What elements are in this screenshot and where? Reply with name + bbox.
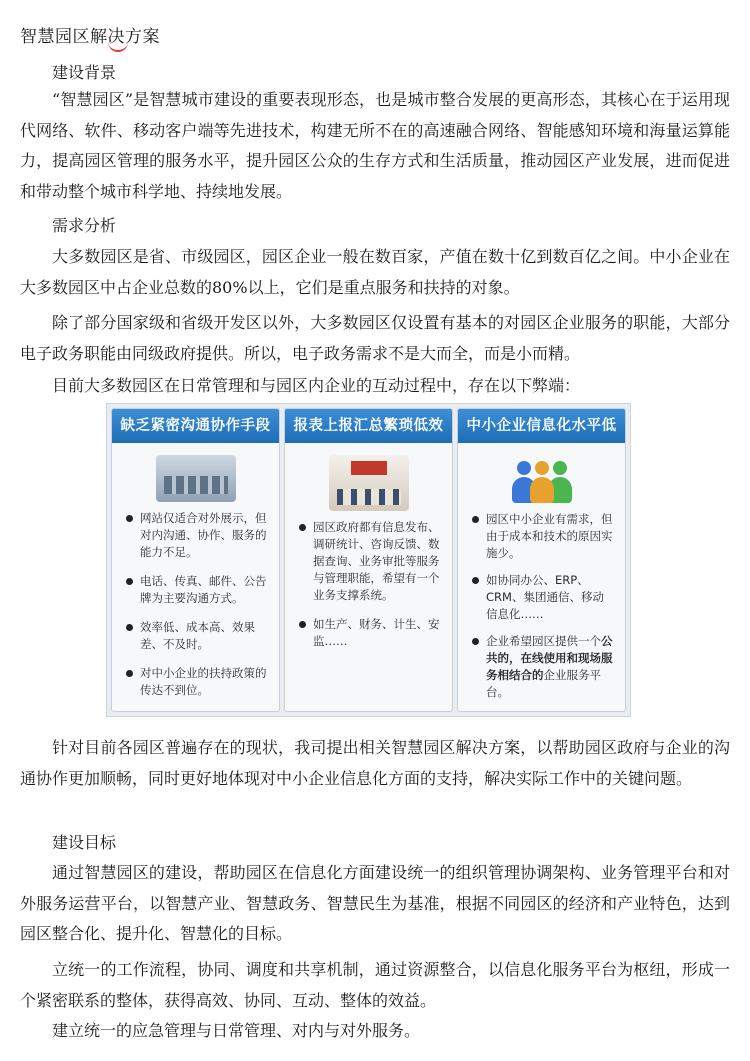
person-icon	[530, 477, 554, 503]
list-item: 电话、传真、邮件、公告牌为主要沟通方式。	[126, 573, 269, 607]
heading-needs: 需求分析	[52, 216, 117, 235]
list-item	[472, 633, 615, 701]
red-annotation-mark	[108, 40, 128, 52]
bullet-list	[285, 519, 452, 662]
background-paragraph: “智慧园区”是智慧城市建设的重要表现形态，也是城市整合发展的更高形态，其核心在于运用现代网络、软件、移动客户端等先进技术，构建无所不在的高速融合网络、智能感知环境和海量运算能力，提高园区管理的服务水平，提升园区公众的生存方式和生活质量，推动园区产业发展，进而促进和带动整个城市科学地、持续地发展。	[20, 90, 730, 201]
diagram-column-reporting	[284, 408, 453, 712]
bullet-text-prefix: 企业希望园区提供一个	[486, 634, 601, 648]
diagram-column-communication	[111, 408, 280, 712]
heading-background: 建设背景	[52, 63, 117, 82]
column-header: 缺乏紧密沟通协作手段	[112, 409, 279, 443]
heading-goals: 建设目标	[52, 833, 117, 852]
list-item: 如协同办公、ERP、CRM、集团通信、移动信息化……	[472, 572, 615, 623]
document-title: 智慧园区解决方案	[20, 27, 160, 47]
goals-paragraph-3: 建立统一的应急管理与日常管理、对内与对外服务。	[52, 1021, 421, 1040]
list-item: 如生产、财务、计生、安监……	[299, 616, 442, 650]
needs-paragraph-2: 除了部分国家级和省级开发区以外，大多数园区仅设置有基本的对园区企业服务的职能，大部分电子政务职能由同级政府提供。所以，电子政务需求不是大而全，而是小而精。	[20, 313, 730, 363]
bullet-list	[112, 510, 279, 711]
needs-paragraph-1: 大多数园区是省、市级园区，园区企业一般在数百家，产值在数十亿到数百亿之间。中小企业在大多数园区中占企业总数的80%以上，它们是重点服务和扶持的对象。	[20, 247, 730, 297]
column-header: 中小企业信息化水平低	[458, 409, 625, 443]
solution-paragraph: 针对目前各园区普遍存在的现状，我司提出相关智慧园区解决方案，以帮助园区政府与企业的沟通协作更加顺畅，同时更好地体现对中小企业信息化方面的支持，解决实际工作中的关键问题。	[20, 738, 730, 788]
meeting-room-image	[329, 455, 409, 511]
list-item: 效率低、成本高、效果差、不及时。	[126, 619, 269, 653]
people-group-image	[512, 455, 572, 503]
bullet-text-suffix: 企业服务平台。	[486, 668, 601, 699]
list-item: 园区中小企业有需求，但由于成本和技术的原因实施少。	[472, 511, 615, 562]
problems-diagram	[106, 403, 631, 717]
bullet-list	[458, 511, 625, 711]
column-header: 报表上报汇总繁琐低效	[285, 409, 452, 443]
needs-paragraph-3: 目前大多数园区在日常管理和与园区内企业的互动过程中，存在以下弊端：	[52, 376, 581, 395]
office-building-image	[156, 455, 236, 502]
goals-paragraph-1: 通过智慧园区的建设，帮助园区在信息化方面建设统一的组织管理协调架构、业务管理平台和对外服务运营平台，以智慧产业、智慧政务、智慧民生为基准，根据不同园区的经济和产业特色，达到园区整合化、提升化、智慧化的目标。	[20, 863, 730, 943]
diagram-column-sme	[457, 408, 626, 712]
goals-paragraph-2: 立统一的工作流程，协同、调度和共享机制，通过资源整合，以信息化服务平台为枢纽，形成一个紧密联系的整体，获得高效、协同、互动、整体的效益。	[20, 960, 730, 1010]
bullet-text-highlight: 公共的，在线使用和现场服务相结合的	[486, 634, 613, 682]
list-item: 对中小企业的扶持政策的传达不到位。	[126, 665, 269, 699]
list-item: 园区政府都有信息发布、调研统计、咨询反馈、数据查询、业务审批等服务与管理职能，希望有一个业务支撑系统。	[299, 519, 442, 604]
list-item: 网站仅适合对外展示，但对内沟通、协作、服务的能力不足。	[126, 510, 269, 561]
